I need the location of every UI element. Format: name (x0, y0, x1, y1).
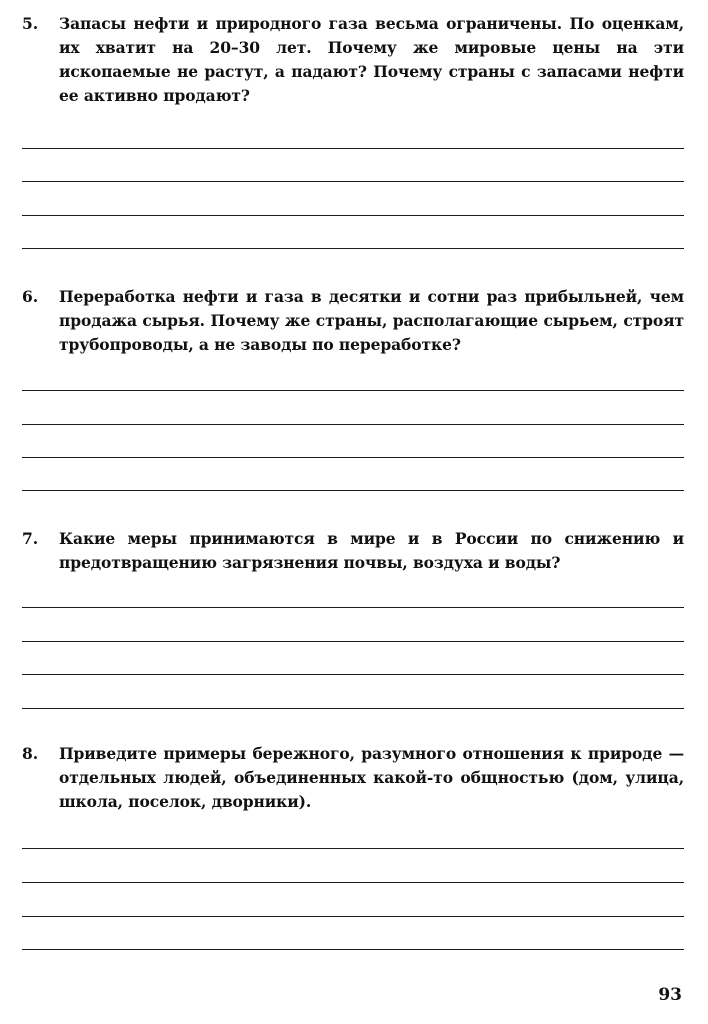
question-text: Какие меры принимаются в мире и в России по снижению и предотвращению загрязнения почвы, воздуха и воды? (59, 529, 684, 572)
answer-line[interactable] (22, 424, 684, 425)
question-text: Приведите примеры бережного, разумного отношения к природе — отдельных людей, объединенных какой-то общностью (дом, улица, школа, поселок, дворники). (59, 744, 684, 811)
question-text: Переработка нефти и газа в десятки и сотни раз прибыльней, чем продажа сырья. Почему же страны, располагающие сырьем, строят трубопроводы, а не заводы по переработке? (59, 287, 684, 354)
answer-line[interactable] (22, 490, 684, 491)
answer-line[interactable] (22, 607, 684, 608)
page-number: 93 (658, 985, 682, 1005)
answer-line[interactable] (22, 882, 684, 883)
question-7 (22, 527, 684, 575)
answer-line[interactable] (22, 148, 684, 149)
question-5 (22, 12, 684, 108)
question-8-header (22, 742, 684, 814)
question-7-header (22, 527, 684, 575)
question-6 (22, 285, 684, 357)
answer-line[interactable] (22, 916, 684, 917)
question-5-header (22, 12, 684, 108)
answer-line[interactable] (22, 674, 684, 675)
answer-line[interactable] (22, 248, 684, 249)
answer-line[interactable] (22, 457, 684, 458)
answer-line[interactable] (22, 181, 684, 182)
question-text: Запасы нефти и природного газа весьма ограничены. По оценкам, их хватит на 20–30 лет. Почему же мировые цены на эти ископаемые не растут, а падают? Почему страны с запасами нефти ее активно продают? (59, 14, 684, 105)
answer-line[interactable] (22, 949, 684, 950)
question-number: 7. (22, 529, 39, 548)
answer-line[interactable] (22, 848, 684, 849)
question-number: 6. (22, 287, 39, 306)
question-8 (22, 742, 684, 814)
question-6-header (22, 285, 684, 357)
question-number: 5. (22, 14, 39, 33)
answer-line[interactable] (22, 215, 684, 216)
answer-line[interactable] (22, 641, 684, 642)
answer-line[interactable] (22, 390, 684, 391)
answer-line[interactable] (22, 708, 684, 709)
question-number: 8. (22, 744, 39, 763)
